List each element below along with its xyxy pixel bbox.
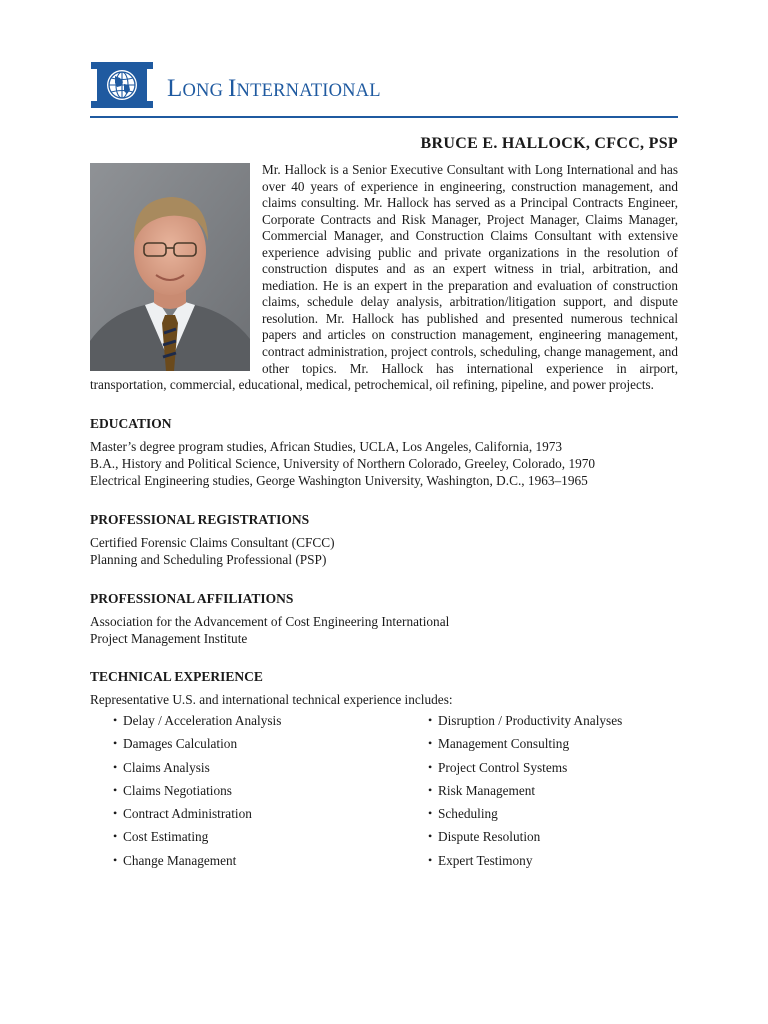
logo-letter-i: I [228,74,237,102]
bullet-icon: • [428,829,433,844]
list-item-label: Damages Calculation [123,736,238,752]
list-item [113,735,281,758]
registration-item: Planning and Scheduling Professional (PSP) [90,552,327,567]
list-item [428,852,622,875]
company-name [167,70,381,101]
list-item-label: Scheduling [438,806,498,822]
portrait-photo [90,163,250,371]
list-item-label: Risk Management [438,782,536,798]
list-item-label: Claims Negotiations [123,782,232,798]
list-item [113,852,281,875]
education-item: Electrical Engineering studies, George Washington University, Washington, D.C., 1963–1965 [90,473,588,488]
list-item-label: Expert Testimony [438,852,533,868]
list-item-label: Cost Estimating [123,829,209,845]
technical-section [90,669,678,708]
registration-item: Certified Forensic Claims Consultant (CFCC) [90,535,335,550]
bullet-icon: • [113,713,118,727]
bullet-icon: • [113,736,118,751]
list-item [428,712,622,735]
list-item [428,805,622,828]
affiliation-item: Association for the Advancement of Cost Engineering International [90,614,450,629]
affiliations-heading: PROFESSIONAL AFFILIATIONS [90,591,294,606]
logo-word-ong: ONG [182,80,228,101]
list-item-label: Delay / Acceleration Analysis [123,713,282,728]
bio-section [90,162,678,394]
bullet-icon: • [113,852,118,867]
list-item-label: Contract Administration [123,806,252,822]
list-item-label: Management Consulting [438,736,570,752]
company-logo [91,62,381,108]
bio-text: Mr. Hallock is a Senior Executive Consultant with Long International and has over 40 years of experience in engineering, construction management, and claims consulting. Mr. Hallock has served as a Principal Contracts Engineer, Corporate Contracts and Risk Manager, Project Manager, Claims Manager, Commercial Manager, and Construction Claims Consultant with extensive experience advising public and private organizations in the resolution of construction disputes and as an expert witness in trial, arbitration, and mediation. He is an expert in the preparation and evaluation of construction claims, schedule delay analysis, arbitration/litigation support, and dispute resolution. Mr. Hallock has published and presented numerous technical papers and articles on construction management, engineering management, contract administration, project controls, scheduling, change management, and other topics. Mr. Hallock has international experience in airport, transportation, commercial, educational, medical, petrochemical, oil refining, pipeline, and power projects. [90,162,678,393]
bullet-icon: • [113,782,118,797]
logo-letter-l: L [167,74,183,102]
list-item-label: Claims Analysis [123,759,210,775]
technical-heading: TECHNICAL EXPERIENCE [90,669,263,684]
list-item [428,735,622,758]
logo-word-nternational: NTERNATIONAL [236,80,381,101]
list-item-label: Change Management [123,852,237,868]
list-item [428,782,622,805]
person-name: BRUCE E. HALLOCK, CFCC, PSP [420,135,678,152]
education-item: B.A., History and Political Science, University of Northern Colorado, Greeley, Colorado, 1970 [90,456,596,471]
bullet-icon: • [428,736,433,751]
bullet-icon: • [428,759,433,774]
education-heading: EDUCATION [90,416,172,431]
affiliation-item: Project Management Institute [90,631,248,646]
list-item [113,828,281,851]
list-item [428,759,622,782]
education-item: Master’s degree program studies, African Studies, UCLA, Los Angeles, California, 1973 [90,439,563,454]
registrations-heading: PROFESSIONAL REGISTRATIONS [90,512,310,527]
bullet-icon: • [428,713,433,727]
list-item [113,712,281,735]
list-item-label: Project Control Systems [438,759,568,775]
globe-logo-icon [91,62,153,108]
bullet-icon: • [428,782,433,797]
bullet-icon: • [428,852,433,867]
registrations-section [90,512,678,568]
bullet-icon: • [113,806,118,821]
bullet-column-left [113,712,281,875]
portrait-image [90,163,250,371]
education-section [90,416,678,489]
list-item [113,805,281,828]
technical-intro: Representative U.S. and international technical experience includes: [90,692,453,707]
header-rule [90,116,678,118]
list-item [113,759,281,782]
bullet-column-right [428,712,622,875]
bullet-icon: • [113,759,118,774]
affiliations-section [90,591,678,647]
list-item [428,828,622,851]
bullet-icon: • [428,806,433,821]
list-item [113,782,281,805]
bullet-icon: • [113,829,118,844]
list-item-label: Dispute Resolution [438,829,541,845]
list-item-label: Disruption / Productivity Analyses [438,713,623,728]
